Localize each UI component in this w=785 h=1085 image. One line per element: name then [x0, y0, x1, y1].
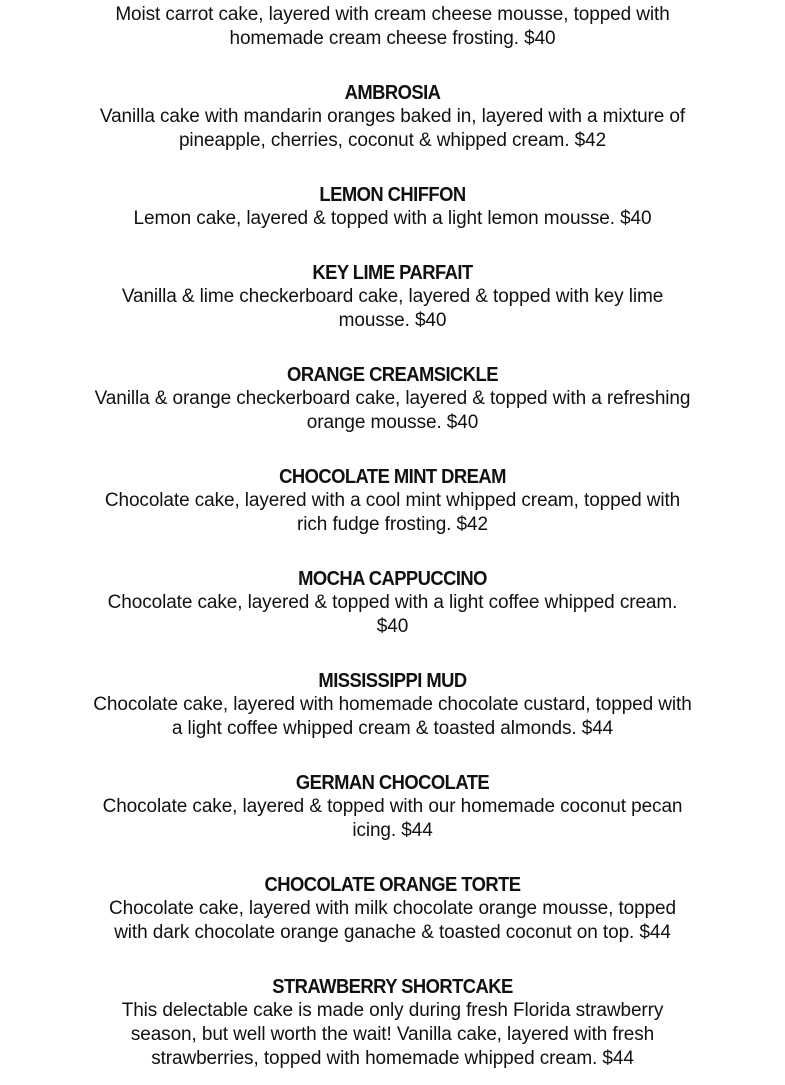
menu-item-description: Vanilla cake with mandarin oranges baked in, layered with a mixture of pineapple, cherries, coconut & whipped cream. $42	[99, 106, 686, 151]
menu-item-description: Vanilla & lime checkerboard cake, layered & topped with key lime mousse. $40	[121, 286, 664, 331]
menu-item-name: AMBROSIA	[344, 82, 441, 104]
menu-item-german-chocolate	[90, 771, 695, 843]
menu-item-chocolate-orange-torte	[90, 873, 695, 945]
menu-item-strawberry-shortcake	[90, 975, 695, 1071]
menu-item-key-lime-parfait	[90, 261, 695, 333]
menu-item-description: Chocolate cake, layered & topped with a light coffee whipped cream. $40	[107, 592, 678, 637]
menu-item-name: STRAWBERRY SHORTCAKE	[272, 976, 513, 998]
menu-item-description: Lemon cake, layered & topped with a light lemon mousse. $40	[133, 208, 652, 229]
menu-item-orange-creamsickle	[90, 363, 695, 435]
cake-menu	[90, 0, 695, 1071]
menu-item-description: Chocolate cake, layered & topped with our homemade coconut pecan icing. $44	[102, 796, 683, 841]
menu-item-name: KEY LIME PARFAIT	[312, 262, 473, 284]
intro-item-description: Moist carrot cake, layered with cream cheese mousse, topped with homemade cream cheese frosting. $40	[115, 4, 670, 49]
menu-item-description: Chocolate cake, layered with milk chocolate orange mousse, topped with dark chocolate orange ganache & toasted coconut on top. $44	[109, 898, 676, 943]
menu-item-name: CHOCOLATE ORANGE TORTE	[264, 874, 521, 896]
menu-item-description: This delectable cake is made only during fresh Florida strawberry season, but well worth the wait! Vanilla cake, layered with fresh strawberries, topped with homemade whipped cream. $44	[121, 1000, 664, 1069]
menu-item-description: Chocolate cake, layered with homemade chocolate custard, topped with a light coffee whipped cream & toasted almonds. $44	[93, 694, 692, 739]
menu-item-ambrosia	[90, 81, 695, 153]
menu-item-chocolate-mint-dream	[90, 465, 695, 537]
menu-item-description: Vanilla & orange checkerboard cake, layered & topped with a refreshing orange mousse. $40	[94, 388, 691, 433]
menu-item-lemon-chiffon	[90, 183, 695, 231]
menu-item-name: CHOCOLATE MINT DREAM	[279, 466, 506, 488]
menu-item-description: Chocolate cake, layered with a cool mint whipped cream, topped with rich fudge frosting. $42	[104, 490, 681, 535]
menu-item-mocha-cappuccino	[90, 567, 695, 639]
menu-item-name: ORANGE CREAMSICKLE	[287, 364, 498, 386]
menu-item-name: MOCHA CAPPUCCINO	[298, 568, 487, 590]
menu-item-name: LEMON CHIFFON	[319, 184, 466, 206]
menu-item-name: MISSISSIPPI MUD	[318, 670, 467, 692]
menu-item-name: GERMAN CHOCOLATE	[295, 772, 490, 794]
menu-item-mississippi-mud	[90, 669, 695, 741]
